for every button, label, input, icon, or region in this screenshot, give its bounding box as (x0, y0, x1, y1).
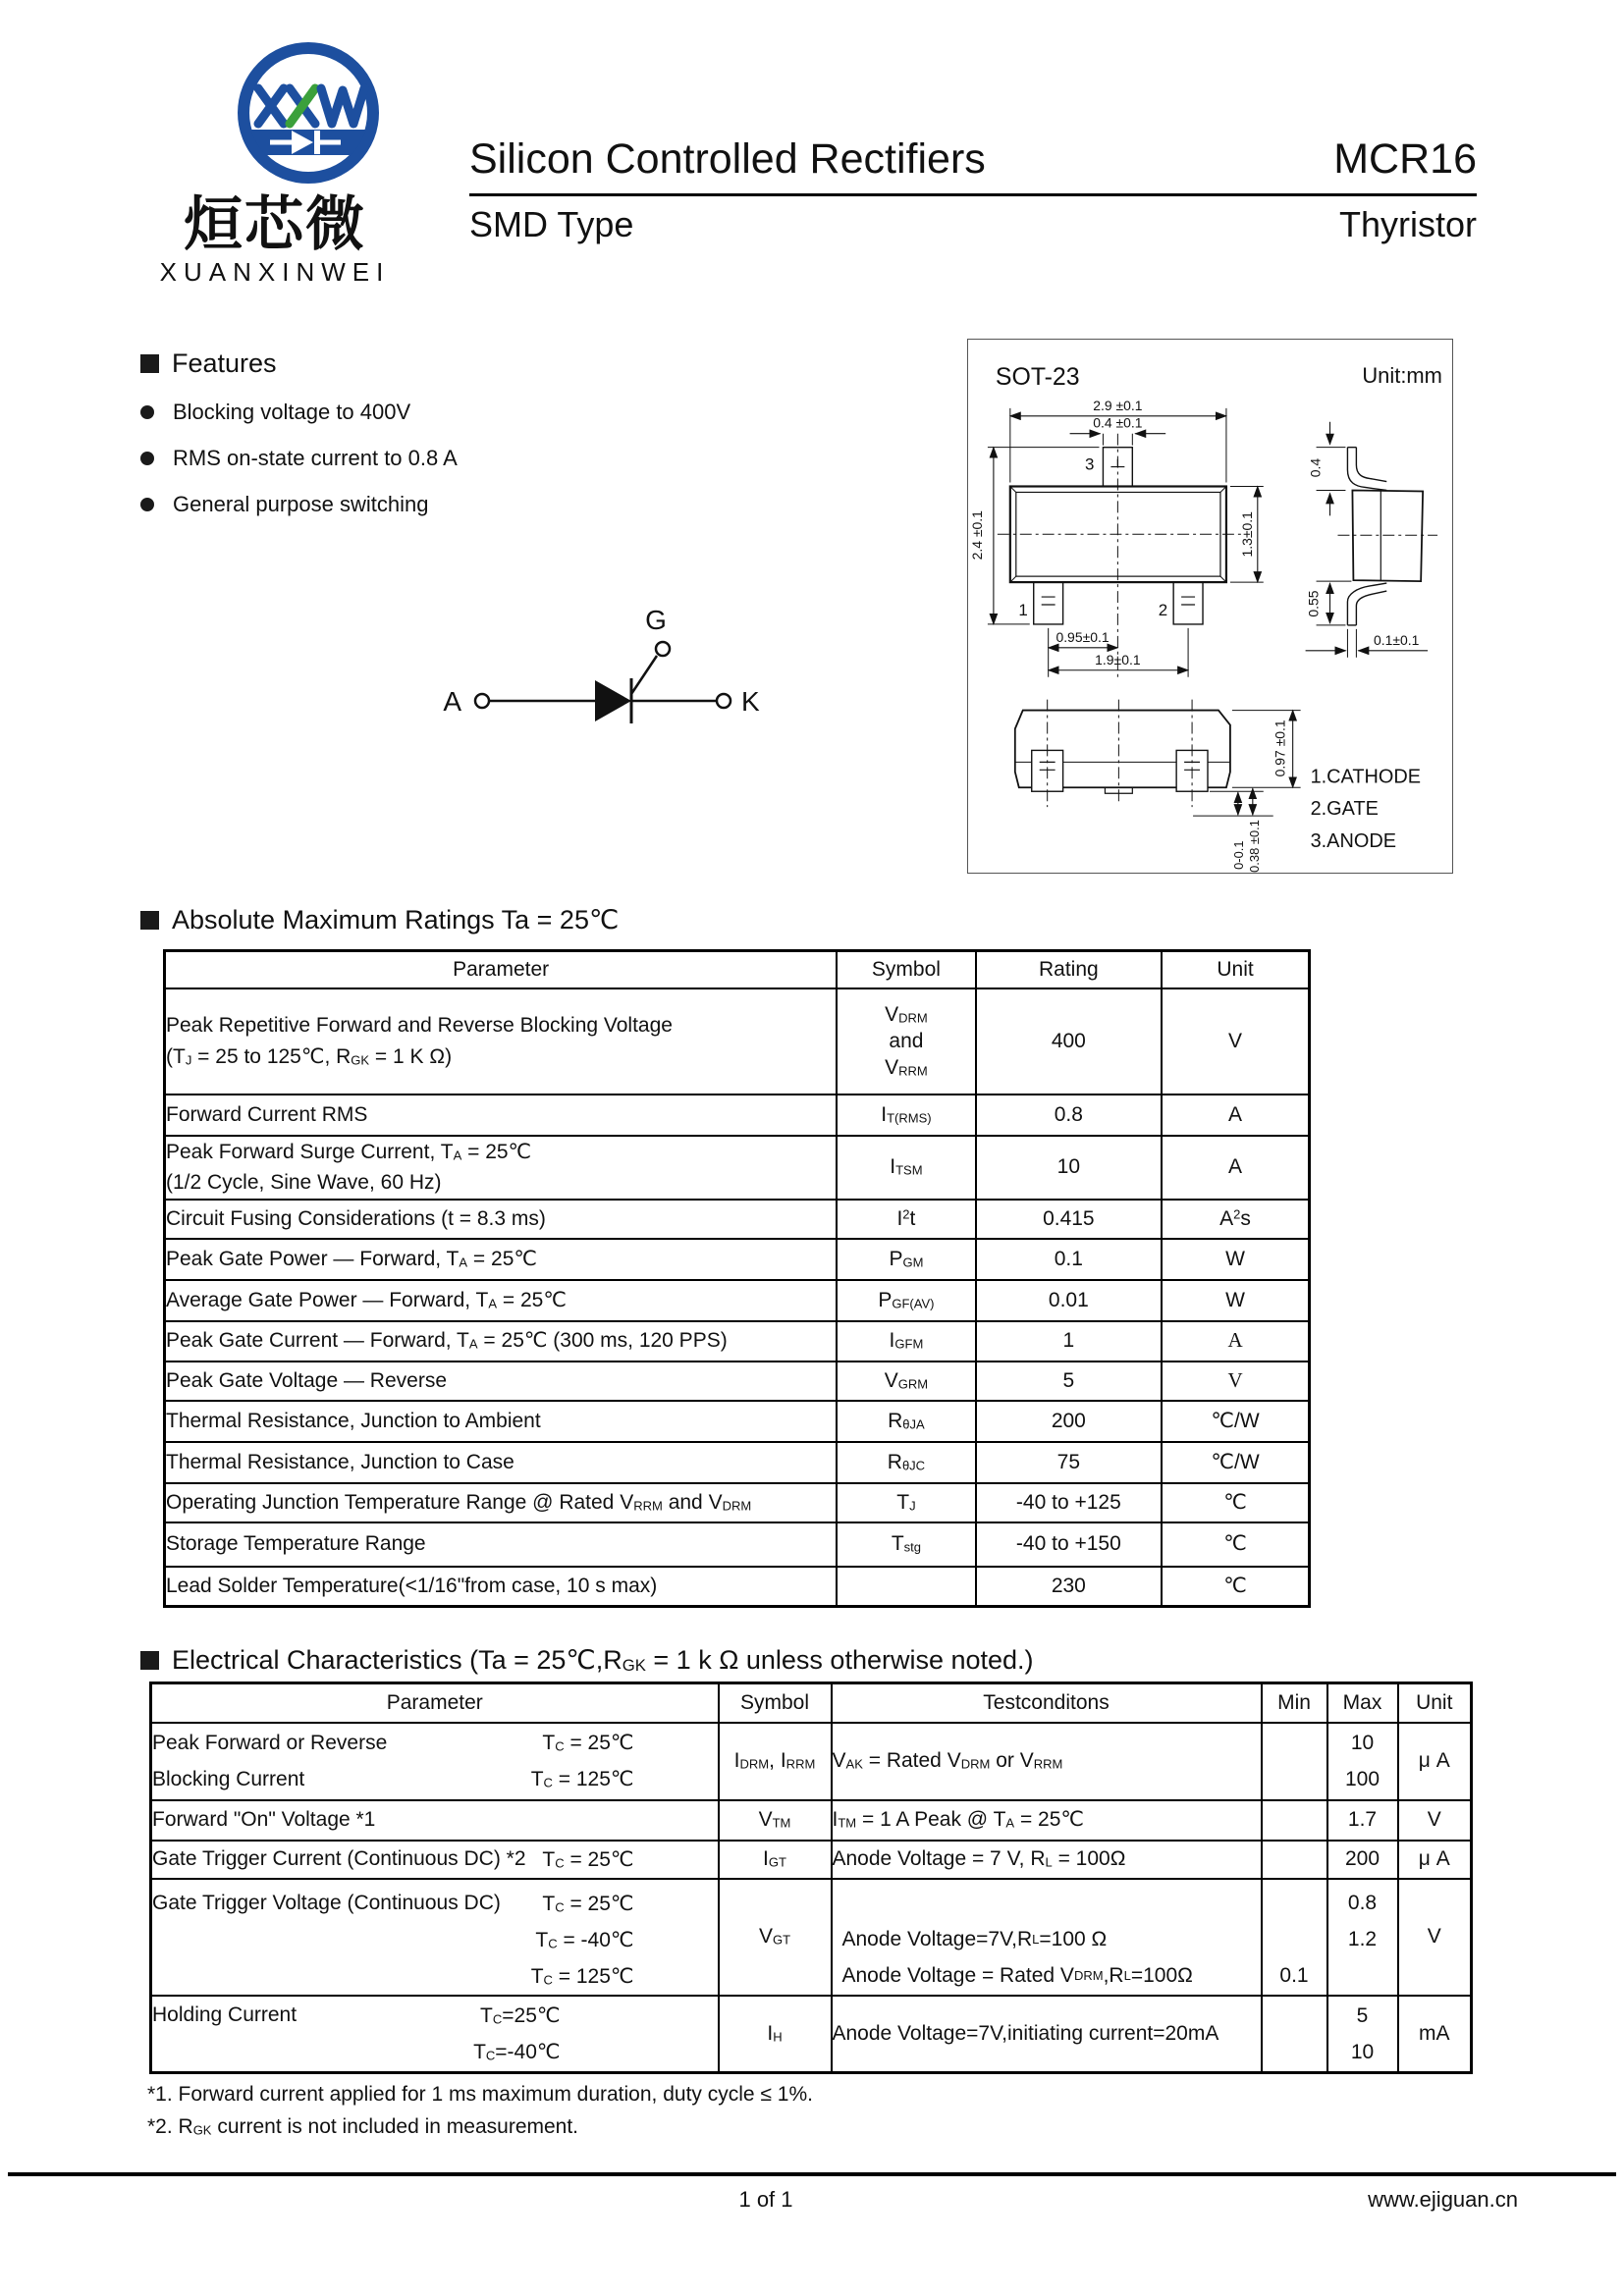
table-row: Peak Forward Surge Current, $T_A$ = 25℃ (1/2 Cycle, Sine Wave, 60 Hz) $I_{TSM}$ 10 A (165, 1136, 1310, 1200)
title-divider (469, 193, 1477, 196)
table-header-row (165, 951, 1310, 988)
dim-seating-2: 0.38 ±0.1 (1246, 820, 1262, 873)
table-row: Thermal Resistance, Junction to Ambient $R_{\theta JA}$ 200 ℃/W (165, 1401, 1310, 1442)
gate-label: G (645, 605, 667, 635)
gate-terminal (656, 642, 670, 656)
dim-pin-width: 0.4 ±0.1 (1093, 414, 1143, 431)
table-row: Lead Solder Temperature(<1/16"from case, 10 s max) 230 ℃ (165, 1567, 1310, 1607)
features-section (140, 348, 749, 517)
section-square-icon (140, 354, 159, 373)
title-block (469, 135, 1477, 245)
cathode-terminal (717, 694, 731, 708)
electrical-table (149, 1682, 1473, 2074)
package-name: SOT-23 (995, 362, 1080, 391)
col-symbol: Symbol (719, 1683, 832, 1723)
list-item (140, 492, 749, 517)
table-row: Forward Current RMS $I_{T(RMS)}$ 0.8 A (165, 1095, 1310, 1136)
list-item (140, 446, 749, 471)
dim-overall-height: 2.4 ±0.1 (968, 510, 985, 561)
pin-name-gate: 2.GATE (1310, 798, 1379, 821)
logo-band (244, 130, 372, 155)
thyristor-symbol (422, 574, 795, 741)
logo-mark-icon (235, 39, 382, 187)
abs-max-table (163, 949, 1311, 1608)
company-name-pinyin: XUANXINWEI (159, 257, 391, 287)
part-number: MCR16 (1333, 135, 1477, 183)
abs-max-heading (140, 905, 619, 935)
anode-terminal (475, 694, 489, 708)
footnote-1: *1. Forward current applied for 1 ms maximum duration, duty cycle ≤ 1%. (147, 2083, 813, 2106)
col-parameter: Parameter (151, 1683, 719, 1723)
col-unit: Unit (1398, 1683, 1472, 1723)
abs-max-heading-text: Absolute Maximum Ratings Ta = 25℃ (172, 905, 620, 934)
dim-standoff: 0.1±0.1 (1374, 631, 1420, 648)
dim-seating-1: 0-0.1 (1230, 840, 1246, 870)
dim-profile-height: 0.97 ±0.1 (1272, 720, 1288, 777)
bullet-icon (140, 405, 154, 419)
pin-name-cathode: 1.CATHODE (1310, 766, 1422, 788)
col-max: Max (1327, 1683, 1398, 1723)
table-row: Gate Trigger Current (Continuous DC) *2 $T_C$ = 25℃ $I_{GT}$ Anode Voltage = 7 V, $R_L = 100\Omega$ 200 μ A (151, 1841, 1472, 1879)
col-rating: Rating (976, 951, 1162, 988)
features-heading: Features (172, 348, 277, 378)
bullet-icon (140, 498, 154, 511)
table-row: Peak Gate Voltage — Reverse $V_{GRM}$ 5 V (165, 1362, 1310, 1401)
table-header-row (151, 1683, 1472, 1723)
section-square-icon (140, 1651, 159, 1670)
col-min: Min (1262, 1683, 1327, 1723)
profile-view (1015, 700, 1301, 817)
table-row: Thermal Resistance, Junction to Case $R_{\theta JC}$ 75 ℃/W (165, 1442, 1310, 1483)
col-testconditions: Testconditons (832, 1683, 1262, 1723)
company-logo (128, 39, 422, 288)
footnotes (147, 2079, 813, 2143)
company-name-chinese: 烜芯微 (184, 191, 366, 257)
table-row: Gate Trigger Voltage (Continuous DC) $T_C$ = 25℃ $T_C$ = -40℃ $T_C$ = 125℃ $V_{GT}$ Anode Voltage=7V,R L =100 Ω Anode Voltage = Rated V DRM ,R L =100Ω 0.1 0.8 1.2 V (151, 1879, 1472, 1996)
side-view (1306, 422, 1437, 658)
feature-text: Blocking voltage to 400V (173, 400, 411, 424)
table-row: Peak Repetitive Forward and Reverse Blocking Voltage ($T_J = 25$ to 125℃, $R_{GK} = 1$ K Ω) $V_{DRM}$ and $V_{RRM}$ 400 V (165, 988, 1310, 1095)
electrical-heading (140, 1645, 1034, 1676)
cathode-label: K (741, 686, 760, 717)
feature-text: RMS on-state current to 0.8 A (173, 446, 458, 470)
dim-lead-thickness: 0.4 (1307, 457, 1324, 478)
package-drawing (967, 339, 1453, 874)
top-view (988, 408, 1264, 677)
section-square-icon (140, 911, 159, 930)
footnote-2: *2. $R_{GK}$ current is not included in measurement. (147, 2114, 579, 2138)
table-row: Average Gate Power — Forward, $T_A$ = 25℃ $P_{GF(AV)}$ 0.01 W (165, 1280, 1310, 1321)
table-row: Storage Temperature Range $T_{stg}$ -40 to +150 ℃ (165, 1522, 1310, 1567)
list-item (140, 400, 749, 425)
dim-body-height: 1.3±0.1 (1238, 511, 1255, 558)
pin-name-anode: 3.ANODE (1310, 830, 1396, 853)
table-row: Peak Gate Current — Forward, $T_A$ = 25℃ (300 ms, 120 PPS) $I_{GFM}$ 1 A (165, 1321, 1310, 1362)
anode-label: A (443, 686, 461, 717)
col-parameter: Parameter (165, 951, 838, 988)
pin3-label: 3 (1085, 454, 1095, 474)
table-row: Holding Current $T_C=25℃$ $T_C=-40℃$ $I_H$ Anode Voltage=7V,initiating current=20mA 5 10 mA (151, 1996, 1472, 2073)
dim-pitch: 1.9±0.1 (1095, 651, 1141, 667)
pin1-label: 1 (1018, 600, 1028, 619)
electrical-heading-text: Electrical Characteristics ($Ta = 25℃,R_{GK} = 1$ k Ω unless otherwise noted.) (172, 1645, 1034, 1675)
device-type: Thyristor (1338, 204, 1477, 244)
dim-half-pitch: 0.95±0.1 (1056, 628, 1110, 645)
footer-divider (8, 2172, 1616, 2176)
dim-foot-height: 0.55 (1305, 590, 1322, 617)
table-row: Operating Junction Temperature Range @ Rated $V_{RRM}$ and $V_{DRM}$ $T_J$ -40 to +125 ℃ (165, 1483, 1310, 1522)
page-number: 1 of 1 (738, 2187, 793, 2212)
col-symbol: Symbol (837, 951, 975, 988)
feature-text: General purpose switching (173, 492, 429, 516)
sot23-drawing (968, 340, 1452, 873)
pin2-label: 2 (1158, 600, 1168, 619)
dim-width: 2.9 ±0.1 (1093, 397, 1143, 413)
table-row: Forward "On" Voltage *1 $V_{TM}$ $I_{TM} = 1$ A Peak @ $T_A$ = 25℃ 1.7 V (151, 1800, 1472, 1841)
table-row: Peak Forward or Reverse $T_C$ = 25℃ Blocking Current $T_C$ = 125℃ $I_{DRM}$, $I_{RRM}$ $V_{AK}$ = Rated $V_{DRM}$ or $V_{RRM}$ 10 100 μ A (151, 1723, 1472, 1800)
table-row: Circuit Fusing Considerations (t = 8.3 ms) $I^2t$ 0.415 $A^2s$ (165, 1200, 1310, 1239)
col-unit: Unit (1162, 951, 1309, 988)
bullet-icon (140, 452, 154, 465)
doc-title: Silicon Controlled Rectifiers (469, 135, 986, 183)
table-row: Peak Gate Power — Forward, $T_A$ = 25℃ $P_{GM}$ 0.1 W (165, 1239, 1310, 1280)
unit-label: Unit:mm (1362, 362, 1442, 388)
logo-monogram-xxw (258, 88, 364, 124)
doc-subtitle: SMD Type (469, 204, 634, 244)
website-link[interactable]: www.ejiguan.cn (1368, 2187, 1518, 2212)
